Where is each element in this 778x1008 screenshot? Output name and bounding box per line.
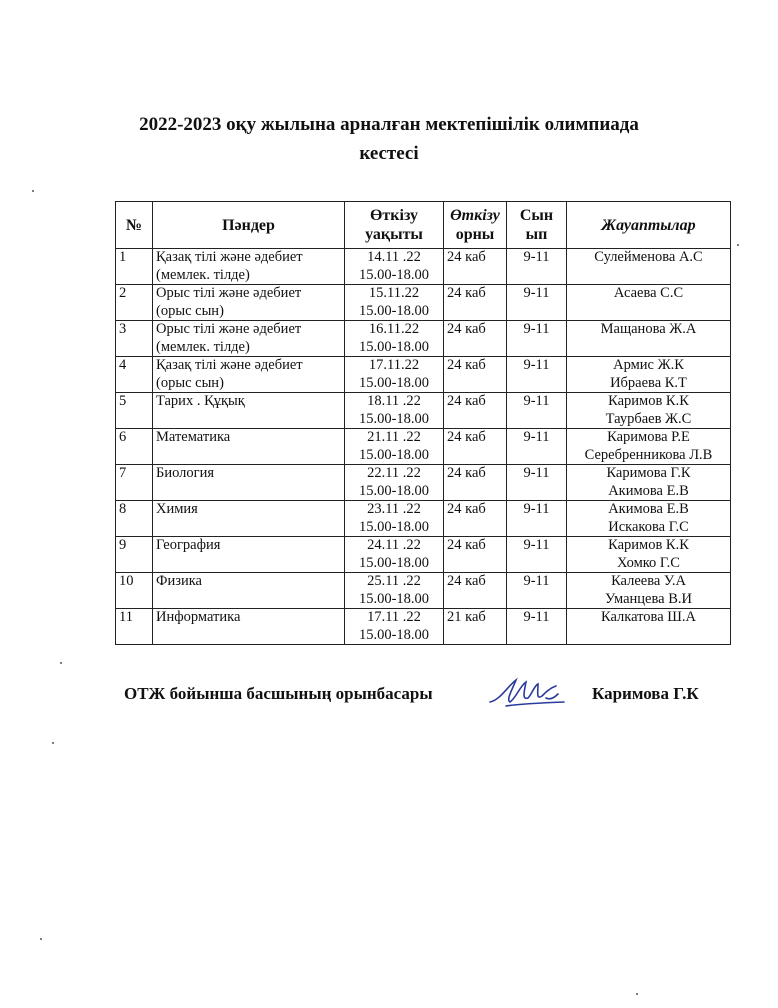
row-datetime [345, 609, 444, 645]
responsible-person: Хомко Г.С [617, 554, 680, 571]
header-subjects: Пәндер [153, 202, 345, 249]
row-place: 24 каб [444, 357, 507, 393]
row-subject [153, 285, 345, 321]
row-responsible [567, 357, 731, 393]
row-responsible [567, 429, 731, 465]
row-datetime [345, 501, 444, 537]
responsible-person: Акимова Е.В [608, 501, 689, 517]
row-responsible [567, 465, 731, 501]
row-number: 9 [116, 537, 153, 573]
row-place: 24 каб [444, 501, 507, 537]
row-number: 3 [116, 321, 153, 357]
row-grade: 9-11 [507, 501, 567, 537]
header-grade-line-1: Сын [519, 207, 554, 224]
olympiad-schedule-table [115, 201, 731, 645]
row-time: 15.00-18.00 [358, 554, 430, 571]
header-number: № [116, 202, 153, 249]
row-place: 24 каб [444, 537, 507, 573]
row-time: 15.00-18.00 [358, 338, 430, 355]
table-row [116, 285, 731, 321]
row-place: 24 каб [444, 393, 507, 429]
scan-speck [636, 993, 638, 995]
row-subject [153, 357, 345, 393]
row-time: 15.00-18.00 [358, 482, 430, 499]
row-subject [153, 573, 345, 609]
row-date: 24.11 .22 [367, 537, 421, 553]
row-grade: 9-11 [507, 537, 567, 573]
row-date: 14.11 .22 [367, 249, 421, 265]
row-number: 7 [116, 465, 153, 501]
responsible-person: Асаева С.С [613, 285, 684, 301]
row-date: 23.11 .22 [367, 501, 421, 517]
scan-speck [737, 244, 739, 246]
row-subject [153, 537, 345, 573]
row-number: 1 [116, 249, 153, 285]
row-responsible [567, 609, 731, 645]
row-subject [153, 465, 345, 501]
row-responsible [567, 573, 731, 609]
header-time [345, 202, 444, 249]
row-time: 15.00-18.00 [358, 626, 430, 643]
row-date: 25.11 .22 [367, 573, 421, 589]
header-place-line-2: орны [455, 226, 495, 243]
responsible-person: Каримова Г.К [606, 465, 691, 481]
subject-line: Физика [156, 573, 202, 589]
table-row [116, 537, 731, 573]
row-time: 15.00-18.00 [358, 410, 430, 427]
signature-block [0, 680, 778, 720]
row-number: 8 [116, 501, 153, 537]
row-number: 2 [116, 285, 153, 321]
subject-line: География [156, 537, 221, 553]
row-datetime [345, 393, 444, 429]
row-subject [153, 393, 345, 429]
row-datetime [345, 285, 444, 321]
row-number: 6 [116, 429, 153, 465]
subject-line: Математика [156, 429, 231, 445]
responsible-person: Сулейменова А.С [594, 249, 703, 265]
row-date: 15.11.22 [368, 285, 420, 301]
responsible-person: Ибраева К.Т [610, 374, 687, 391]
table-row [116, 393, 731, 429]
header-responsible: Жауаптылар [567, 202, 731, 249]
row-responsible [567, 285, 731, 321]
row-datetime [345, 465, 444, 501]
responsible-person: Серебренникова Л.В [584, 446, 713, 463]
scan-speck [32, 190, 34, 192]
row-place: 24 каб [444, 429, 507, 465]
table-row [116, 501, 731, 537]
table-row [116, 609, 731, 645]
row-datetime [345, 249, 444, 285]
table-row [116, 249, 731, 285]
row-responsible [567, 321, 731, 357]
scan-speck [60, 662, 62, 664]
row-subject [153, 609, 345, 645]
row-subject [153, 249, 345, 285]
header-time-line-1: Өткізу [369, 207, 419, 224]
row-responsible [567, 393, 731, 429]
row-place: 24 каб [444, 321, 507, 357]
subject-line: (орыс сын) [156, 374, 224, 391]
signature-image [486, 672, 570, 712]
row-grade: 9-11 [507, 321, 567, 357]
table-header-row [116, 202, 731, 249]
subject-line: Тарих . Құқық [156, 393, 245, 409]
row-number: 4 [116, 357, 153, 393]
responsible-person: Армис Ж.К [613, 357, 684, 373]
row-date: 22.11 .22 [367, 465, 421, 481]
row-number: 11 [116, 609, 153, 645]
row-datetime [345, 573, 444, 609]
responsible-person: Каримов К.К [608, 537, 689, 553]
row-grade: 9-11 [507, 393, 567, 429]
row-date: 17.11 .22 [367, 609, 421, 625]
row-grade: 9-11 [507, 285, 567, 321]
row-time: 15.00-18.00 [358, 446, 430, 463]
responsible-person: Искакова Г.С [608, 518, 689, 535]
row-place: 24 каб [444, 465, 507, 501]
table-row [116, 465, 731, 501]
responsible-person: Калеева У.А [611, 573, 686, 589]
row-date: 18.11 .22 [367, 393, 421, 409]
subject-line: Қазақ тілі және әдебиет [156, 357, 303, 373]
row-responsible [567, 249, 731, 285]
row-time: 15.00-18.00 [358, 266, 430, 283]
row-number: 5 [116, 393, 153, 429]
header-grade [507, 202, 567, 249]
header-place [444, 202, 507, 249]
title-line-1: 2022-2023 оқу жылына арналған мектепішілік олимпиада [139, 114, 639, 135]
subject-line: Қазақ тілі және әдебиет [156, 249, 303, 265]
row-grade: 9-11 [507, 429, 567, 465]
title-line-2: кестесі [359, 143, 419, 164]
subject-line: Орыс тілі және әдебиет [156, 285, 302, 301]
subject-line: (орыс сын) [156, 302, 224, 319]
scan-speck [52, 742, 54, 744]
responsible-person: Калкатова Ш.А [600, 609, 696, 625]
signer-role: ОТЖ бойынша басшының орынбасары [124, 684, 433, 703]
row-datetime [345, 321, 444, 357]
subject-line: Биология [156, 465, 215, 481]
row-datetime [345, 429, 444, 465]
row-time: 15.00-18.00 [358, 302, 430, 319]
table-row [116, 321, 731, 357]
row-place: 24 каб [444, 249, 507, 285]
header-time-line-2: уақыты [365, 226, 423, 243]
responsible-person: Уманцева В.И [605, 590, 692, 607]
table-row [116, 429, 731, 465]
responsible-person: Мащанова Ж.А [600, 321, 697, 337]
signer-name: Каримова Г.К [592, 684, 699, 703]
document-title [0, 110, 778, 168]
subject-line: (мемлек. тілде) [156, 338, 250, 355]
header-grade-line-2: ып [525, 226, 548, 243]
row-place: 24 каб [444, 285, 507, 321]
row-place: 21 каб [444, 609, 507, 645]
row-grade: 9-11 [507, 609, 567, 645]
row-grade: 9-11 [507, 573, 567, 609]
row-date: 17.11.22 [368, 357, 420, 373]
row-number: 10 [116, 573, 153, 609]
row-time: 15.00-18.00 [358, 374, 430, 391]
row-responsible [567, 537, 731, 573]
subject-line: Химия [156, 501, 198, 517]
row-subject [153, 321, 345, 357]
row-grade: 9-11 [507, 465, 567, 501]
responsible-person: Таурбаев Ж.С [605, 410, 692, 427]
responsible-person: Акимова Е.В [608, 482, 689, 499]
subject-line: Орыс тілі және әдебиет [156, 321, 302, 337]
scan-speck [40, 938, 42, 940]
row-time: 15.00-18.00 [358, 590, 430, 607]
row-subject [153, 501, 345, 537]
row-date: 16.11.22 [368, 321, 420, 337]
subject-line: Информатика [156, 609, 241, 625]
row-time: 15.00-18.00 [358, 518, 430, 535]
row-subject [153, 429, 345, 465]
responsible-person: Каримов К.К [608, 393, 689, 409]
row-place: 24 каб [444, 573, 507, 609]
header-place-line-1: Өткізу [450, 207, 500, 224]
row-grade: 9-11 [507, 249, 567, 285]
row-grade: 9-11 [507, 357, 567, 393]
row-datetime [345, 357, 444, 393]
table-row [116, 573, 731, 609]
row-responsible [567, 501, 731, 537]
row-date: 21.11 .22 [367, 429, 421, 445]
subject-line: (мемлек. тілде) [156, 266, 250, 283]
row-datetime [345, 537, 444, 573]
table-row [116, 357, 731, 393]
responsible-person: Каримова Р.Е [607, 429, 690, 445]
